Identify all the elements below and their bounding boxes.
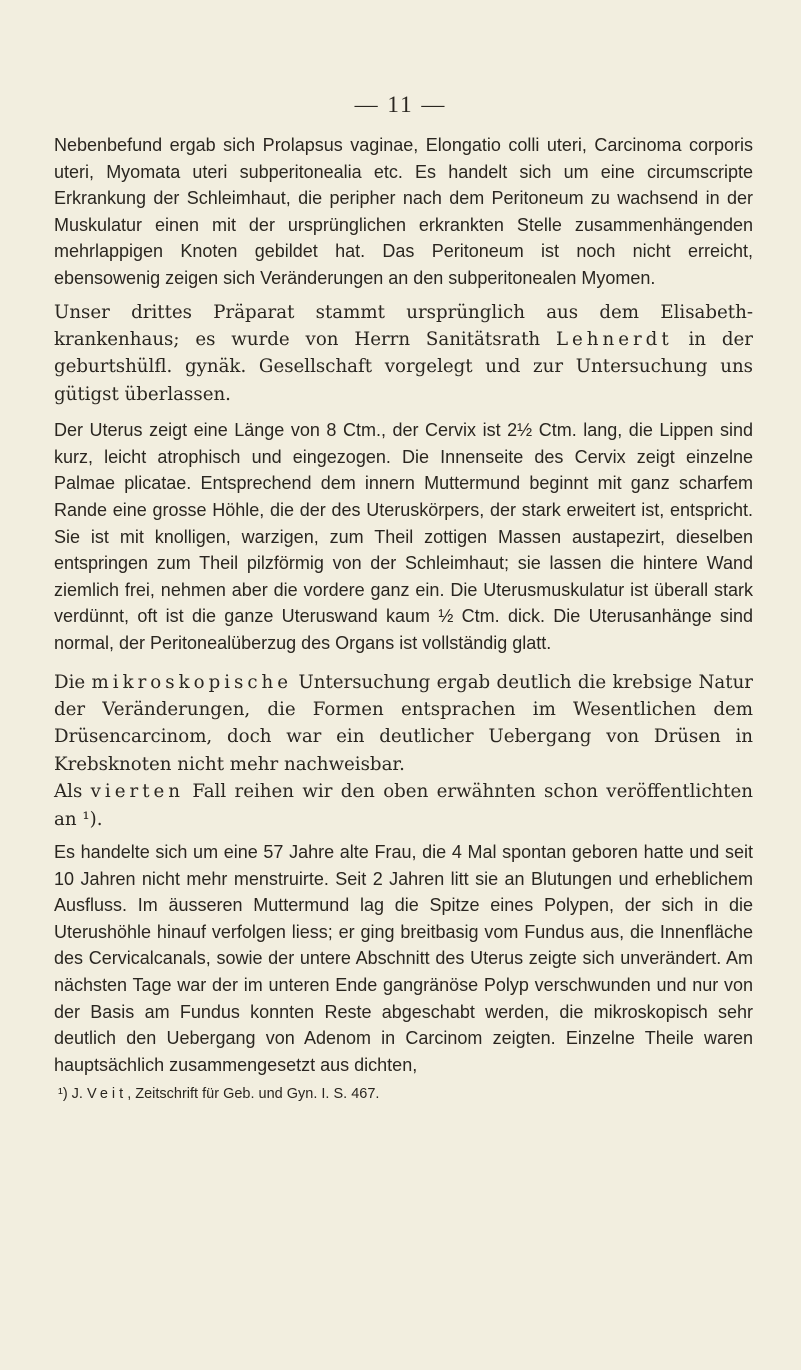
text-body <box>54 132 753 1104</box>
paragraph-nebenbefund: Nebenbefund ergab sich Prolapsus vaginae, Elongatio colli uteri, Carcinoma corporis uteri, Myomata uteri subperitonealia etc. Es handelt sich um eine circumscripte Erkrankung der Schleimhaut, die peripher nach dem Peritoneum zu wachsend in der Muskulatur einen mit der ursprünglichen erkrankten Stelle zusammenhängenden mehrlappigen Knoten gebildet hat. Das Peritoneum ist noch nicht erreicht, ebensowenig zeigen sich Veränderungen an den subperitonealen Myomen. <box>54 135 753 288</box>
paragraph-uterus-description: Der Uterus zeigt eine Länge von 8 Ctm., der Cervix ist 2½ Ctm. lang, die Lippen sind kurz, leicht atrophisch und eingezogen. Die Innenseite des Cervix zeigt einzelne Palmae plicatae. Entsprechend dem innern Muttermund beginnt mit ganz scharfem Rande eine grosse Höhle, die der des Uteruskörpers, der stark erweitert ist, entspricht. Sie ist mit knolligen, warzigen, zum Theil zottigen Massen austapezirt, dieselben entspringen zum Theil pilzförmig von der Schleimhaut; sie lassen die hintere Wand ziemlich frei, nehmen aber die vordere ganz ein. Die Uterusmuskulatur ist überall stark verdünnt, oft ist die ganze Uteruswand kaum ½ Ctm. dick. Die Uterusanhänge sind normal, der Peritonealüberzug des Organs ist vollständig glatt. <box>54 420 753 653</box>
footnote-author: Veit <box>87 1086 128 1103</box>
paragraph-text: Untersuchung ergab deutlich die krebsige Natur der Veränderungen, die Formen entsprachen im Wesentlichen dem Drüsencarcinom, doch war ein deutlicher Uebergang von Drüsen in Krebsknoten nicht mehr nachweisbar. <box>54 671 753 775</box>
emphasis-spaced: mikroskopische <box>91 671 293 693</box>
paragraph-text: in der geburtshülfl. gynäk. Gesellschaft vorgelegt und zur Untersuchung uns gütigst überlassen. <box>54 328 753 405</box>
paragraph-case-history: Es handelte sich um eine 57 Jahre alte Frau, die 4 Mal spontan geboren hatte und seit 10 Jahren nicht mehr menstruirte. Seit 2 Jahren litt sie an Blutungen und erheblichem Ausfluss. Im äusseren Muttermund lag die Spitze eines Polypen, der sich in die Uterushöhle hinauf verfolgen liess; er ging breitbasig vom Fundus aus, die Innenfläche des Cervicalcanals, sowie der untere Abschnitt des Uterus zeigte sich unverändert. Am nächsten Tage war der im unteren Ende gangränöse Polyp verschwunden und nur von der Basis am Fundus konnten Reste abgeschabt werden, die mikroskopisch sehr deutlich den Uebergang von Adenom in Carcinom zeigten. Einzelne Theile waren hauptsächlich zusammengesetzt aus dichten, <box>54 841 753 1075</box>
paragraph-text: Fall reihen wir den oben erwähnten schon veröffentlichten an ¹). <box>54 781 753 830</box>
page-number: — 11 — <box>354 92 447 117</box>
emphasis-spaced: vierten <box>90 781 184 803</box>
author-name-spaced: Lehnerdt <box>555 328 673 350</box>
paragraph-mikroskopische-untersuchung <box>54 669 753 779</box>
paragraph-vierter-fall <box>54 778 753 833</box>
paragraph-text: Die <box>54 671 92 693</box>
paragraph-drittes-praeparat <box>54 299 753 409</box>
paragraph-text: Als <box>54 781 91 803</box>
paragraph-text: Unser drittes Präparat stammt ursprünglich aus dem Elisabethkrankenhaus; es wurde von Herrn Sanitätsrath <box>54 301 753 350</box>
footnote-mark: ¹) J. <box>58 1086 87 1103</box>
footnote <box>58 1084 753 1104</box>
footnote-reference: , Zeitschrift für Geb. und Gyn. I. S. 467. <box>127 1086 380 1103</box>
